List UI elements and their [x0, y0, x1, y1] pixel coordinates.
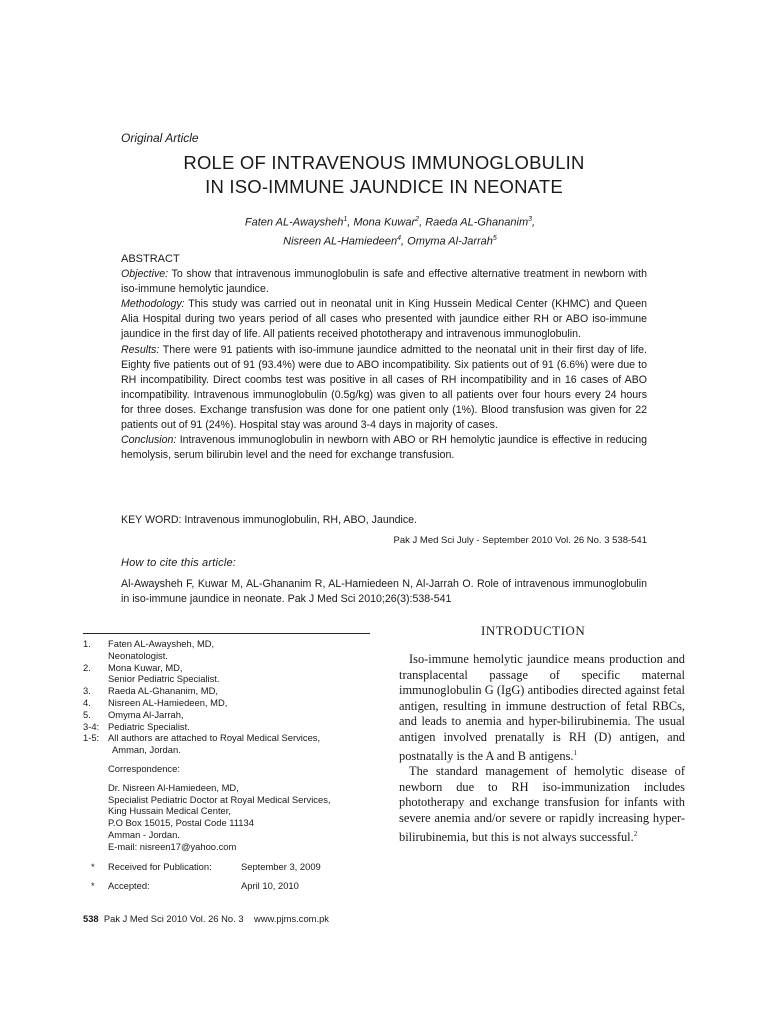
footnote-text: All authors are attached to Royal Medical Services,: [108, 732, 321, 744]
abstract: [121, 252, 647, 463]
correspondence-text: E-mail: nisreen17@yahoo.com: [108, 840, 237, 852]
abstract-methodology: [121, 297, 647, 342]
page-number: 538: [83, 913, 99, 924]
author-affiliation: 5: [492, 234, 497, 242]
keyword-label: KEY WORD:: [121, 514, 182, 526]
introduction-heading: INTRODUCTION: [481, 623, 586, 638]
correspondence-label: [83, 763, 383, 775]
footnote-number: 4.: [83, 696, 91, 708]
correspondence-text: Specialist Pediatric Doctor at Royal Medical Services,: [108, 793, 331, 805]
authors-line-1: Faten AL-Awaysheh$^1$, Mona Kuwar$^2$, Raeda AL-Ghananim$^3$,: [244, 216, 536, 229]
footnote-text: Faten AL-Awaysheh, MD,: [108, 638, 215, 649]
abstract-heading: ABSTRACT: [121, 253, 180, 265]
footer-journal: Pak J Med Sci 2010 Vol. 26 No. 3: [103, 913, 244, 924]
intro-paragraph-text: Iso-immune hemolytic jaundice means production and transplacental passage of specific maternal immunoglobulin G (IgG) antibodies directed against fetal antigen, resulting in immune destruction of fetal RBCs, and leads to anemia and hyper-bilirubinemia. The usual antigen involved prenatally is RH (D) antigen, and postnatally is the A and B antigens.: [399, 652, 685, 763]
footer-url: www.pjms.com.pk: [253, 913, 329, 924]
footnote-text: Raeda AL-Ghananim, MD,: [108, 685, 218, 697]
how-to-cite-heading: How to cite this article:: [121, 557, 237, 569]
footnote-text: Senior Pediatric Specialist.: [108, 673, 220, 685]
abstract-objective: [121, 267, 647, 297]
author-name: Omyma Al-Jarrah: [407, 235, 493, 248]
abstract-results: [121, 343, 647, 434]
reference-number: 1: [573, 748, 577, 757]
author-list: [0, 212, 768, 249]
article-type: Original Article: [121, 131, 199, 145]
footnote-number: 1.: [83, 638, 91, 649]
spacer: [83, 775, 383, 782]
journal-citation-line: Pak J Med Sci July - September 2010 Vol. 26 No. 3 538-541: [393, 535, 647, 546]
footnote-item: [83, 638, 383, 650]
correspondence-email: [83, 841, 383, 853]
author-name: Mona Kuwar: [353, 216, 416, 229]
methodology-label: Methodology:: [121, 298, 185, 311]
introduction-body: [399, 652, 685, 845]
footnote-number: 3-4:: [83, 720, 100, 732]
footnote-item: [83, 650, 383, 662]
accepted-date-row: [83, 880, 383, 892]
footnote-number: 3.: [83, 685, 91, 697]
author-name: Faten AL-Awaysheh: [244, 216, 344, 229]
bullet-star: *: [91, 860, 95, 872]
correspondence-text: P.O Box 15015, Postal Code 11134: [108, 817, 254, 829]
correspondence-label-text: Correspondence:: [108, 762, 180, 774]
author-name: Nisreen AL-Hamiedeen: [283, 235, 398, 248]
received-date: September 3, 2009: [241, 860, 321, 872]
conclusion-label: Conclusion:: [121, 434, 177, 447]
methodology-text: This study was carried out in neonatal unit in King Hussein Medical Center (KHMC) and Queen Alia Hospital during two years period of all cases who presented with jaundice either RH or ABO iso-immune jaundice in the first day of life. All patients received phototherapy and intravenous immunoglobulin.: [121, 298, 647, 341]
reference-number: 2: [633, 829, 638, 838]
footnote-text: Nisreen AL-Hamiedeen, MD,: [108, 696, 228, 708]
author-affiliation: 1: [343, 216, 348, 223]
footnote-item: [83, 697, 383, 709]
accepted-date: April 10, 2010: [241, 880, 299, 892]
correspondence-line: [83, 817, 383, 829]
footnote-text: Omyma Al-Jarrah,: [108, 708, 184, 720]
page-footer: [83, 913, 329, 924]
received-date-row: [83, 861, 383, 873]
correspondence-text: Amman - Jordan.: [108, 828, 180, 840]
intro-paragraph: [399, 764, 685, 845]
footnote-item: [83, 744, 383, 756]
results-label: Results:: [121, 343, 160, 356]
title-line-2: IN ISO-IMMUNE JAUNDICE IN NEONATE: [205, 176, 563, 197]
abstract-conclusion: [121, 433, 647, 463]
received-label: Received for Publication:: [108, 860, 212, 872]
correspondence-line: [83, 794, 383, 806]
spacer: [83, 756, 383, 763]
spacer: [83, 853, 383, 861]
footnotes: [83, 638, 383, 892]
footnote-text: Amman, Jordan.: [112, 744, 181, 756]
footnote-item: [83, 732, 383, 744]
footnote-item: [83, 662, 383, 674]
how-to-cite-text: Al-Awaysheh F, Kuwar M, AL-Ghananim R, AL-Hamiedeen N, Al-Jarrah O. Role of intravenous immunoglobulin in iso-immune jaundice in neonate. Pak J Med Sci 2010;26(3):538-541: [121, 578, 647, 606]
title-line-1: ROLE OF INTRAVENOUS IMMUNOGLOBULIN: [183, 152, 585, 173]
results-text: There were 91 patients with iso-immune jaundice admitted to the neonatal unit in their first day of life. Eighty five patients out of 91 (93.4%) were due to ABO incompatibility. Six patients out of 91 (6.6%) were due to RH incompatibility. Direct coombs test was positive in all cases of RH incompatibility and in 16 cases of ABO incompatibility. Intravenous immunoglobulin (0.5g/kg) was given to all patients over four hours every 24 hours for three doses. Exchange transfusion was done for one patient only (1%). Blood transfusion was given for 22 patients out of 91 (24%). Hospital stay was around 3-4 days in majority of cases.: [121, 343, 647, 432]
bullet-star: *: [91, 880, 95, 892]
objective-label: Objective:: [121, 268, 169, 281]
correspondence-text: Dr. Nisreen Al-Hamiedeen, MD,: [108, 781, 239, 793]
footnote-number: 1-5:: [83, 732, 100, 744]
author-name: Raeda AL-Ghananim: [425, 216, 529, 229]
correspondence-line: [83, 805, 383, 817]
intro-paragraph: [399, 652, 685, 764]
keyword-text: Intravenous immunoglobulin, RH, ABO, Jaundice.: [184, 514, 417, 526]
authors-line-2: Nisreen AL-Hamiedeen$^4$, Omyma Al-Jarrah$^5$: [283, 234, 497, 248]
footnote-item: [83, 685, 383, 697]
footnote-item: [83, 721, 383, 733]
article-title: [0, 151, 768, 199]
correspondence-text: King Hussain Medical Center,: [108, 805, 231, 817]
accepted-label: Accepted:: [108, 880, 150, 892]
correspondence-line: [83, 782, 383, 794]
footnote-text: Mona Kuwar, MD,: [108, 661, 183, 673]
footnote-number: 5.: [83, 708, 91, 720]
author-affiliation: 4: [397, 234, 402, 242]
spacer: [83, 872, 383, 880]
intro-paragraph-text: The standard management of hemolytic disease of newborn due to RH iso-immunization includes phototherapy and exchange transfusion for infants with severe anemia and/or severe or rapidly increasing hyper-bilirubinemia, but this is not always successful.: [399, 764, 685, 844]
conclusion-text: Intravenous immunoglobulin in newborn with ABO or RH hemolytic jaundice is effective in reducing hemolysis, serum bilirubin level and the need for exchange transfusion.: [121, 434, 647, 462]
keywords: [121, 513, 647, 528]
footnote-text: Pediatric Specialist.: [108, 720, 190, 732]
footnote-text: Neonatologist.: [108, 649, 168, 661]
author-affiliation: 2: [415, 216, 420, 223]
author-affiliation: 3: [528, 216, 533, 223]
footnote-item: [83, 709, 383, 721]
correspondence-line: [83, 829, 383, 841]
footnote-number: 2.: [83, 661, 91, 673]
footnote-divider: [83, 633, 370, 634]
footnote-item: [83, 673, 383, 685]
objective-text: To show that intravenous immunoglobulin is safe and effective alternative treatment in newborn with iso-immune hemolytic jaundice.: [121, 268, 647, 296]
